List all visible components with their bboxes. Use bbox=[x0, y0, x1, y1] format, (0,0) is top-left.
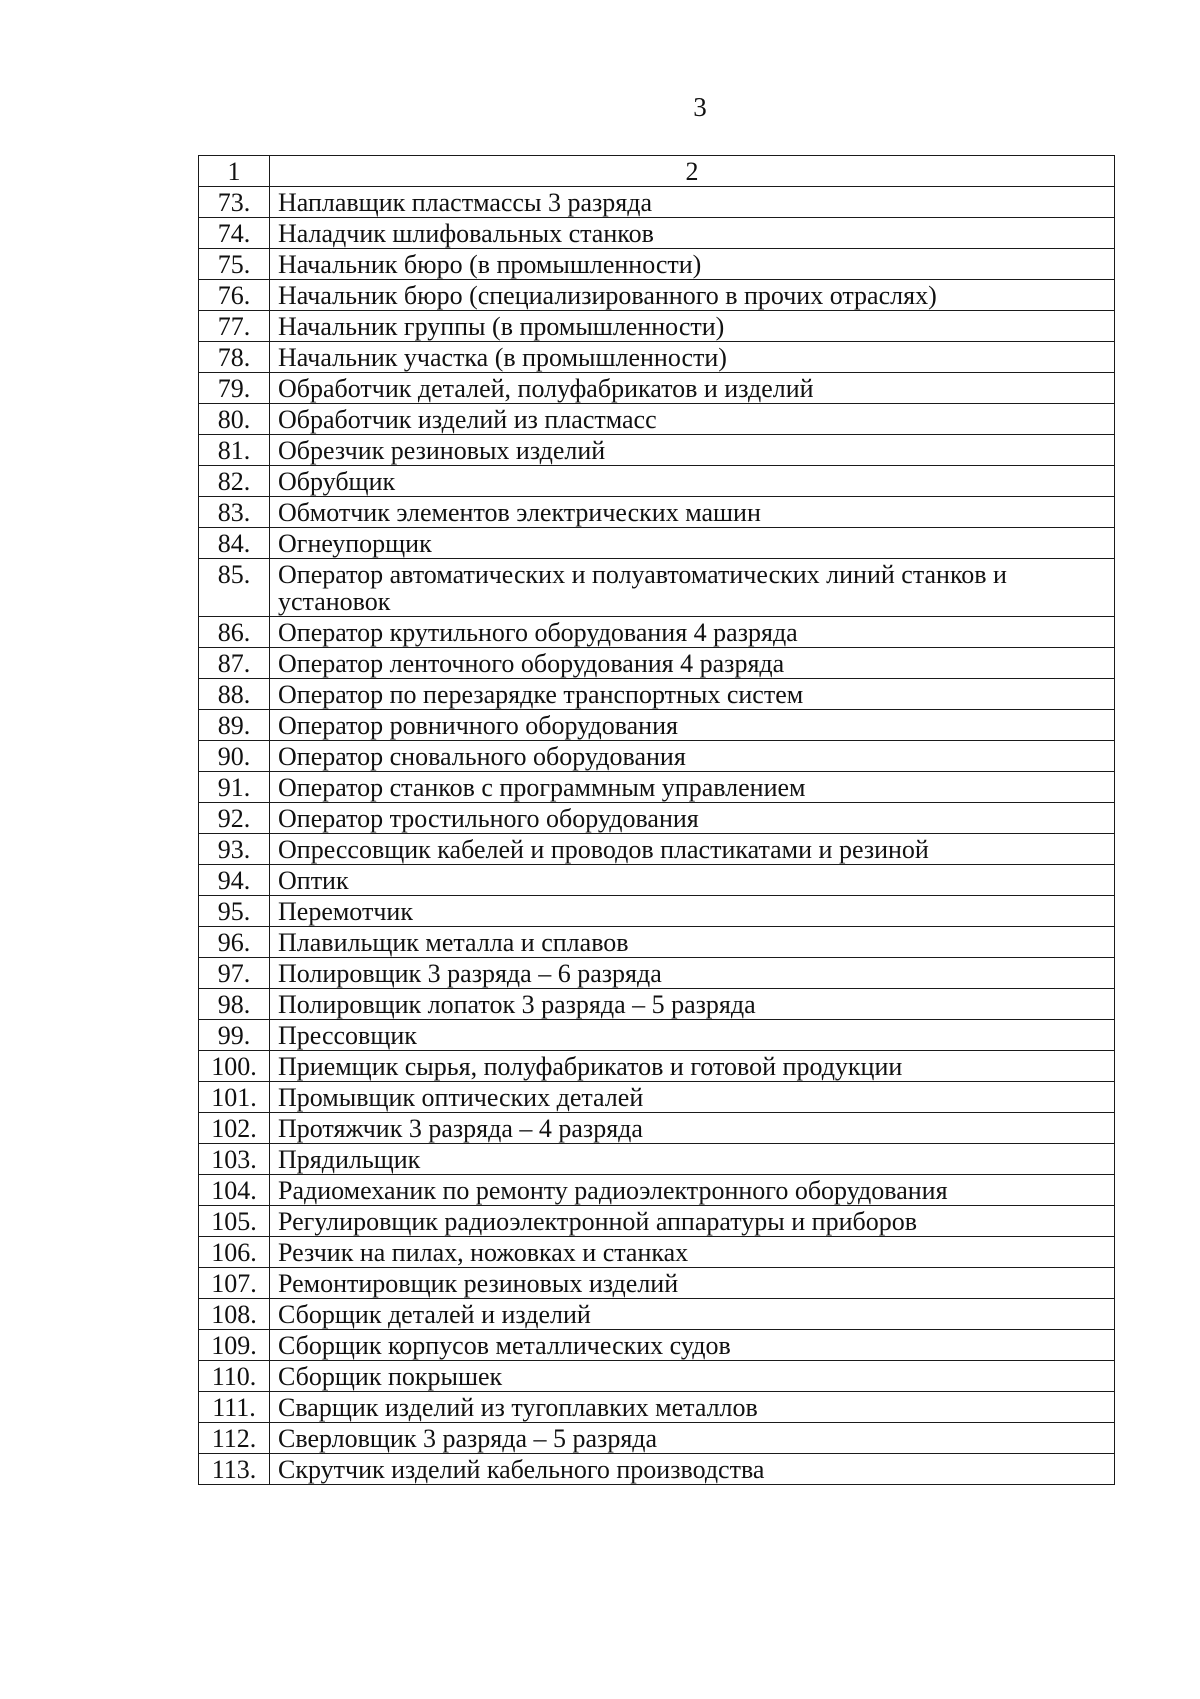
row-number: 74. bbox=[199, 218, 270, 249]
table-row bbox=[199, 528, 1115, 559]
row-number: 84. bbox=[199, 528, 270, 559]
row-profession: Плавильщик металла и сплавов bbox=[270, 927, 1115, 958]
row-profession: Начальник бюро (специализированного в прочих отраслях) bbox=[270, 280, 1115, 311]
row-number: 85. bbox=[199, 559, 270, 617]
table-row bbox=[199, 466, 1115, 497]
row-number: 87. bbox=[199, 648, 270, 679]
row-number: 91. bbox=[199, 772, 270, 803]
table-row bbox=[199, 1175, 1115, 1206]
row-number: 95. bbox=[199, 896, 270, 927]
table-header-row bbox=[199, 156, 1115, 187]
row-number: 79. bbox=[199, 373, 270, 404]
row-profession: Оператор крутильного оборудования 4 разряда bbox=[270, 617, 1115, 648]
table-row bbox=[199, 187, 1115, 218]
table-row bbox=[199, 280, 1115, 311]
table-row bbox=[199, 218, 1115, 249]
row-profession: Сверловщик 3 разряда – 5 разряда bbox=[270, 1423, 1115, 1454]
row-profession: Огнеупорщик bbox=[270, 528, 1115, 559]
table-row bbox=[199, 1268, 1115, 1299]
row-profession: Резчик на пилах, ножовках и станках bbox=[270, 1237, 1115, 1268]
row-number: 102. bbox=[199, 1113, 270, 1144]
row-profession: Начальник участка (в промышленности) bbox=[270, 342, 1115, 373]
table-row bbox=[199, 1113, 1115, 1144]
table-row bbox=[199, 1392, 1115, 1423]
row-number: 110. bbox=[199, 1361, 270, 1392]
row-profession: Обработчик деталей, полуфабрикатов и изделий bbox=[270, 373, 1115, 404]
row-profession: Обработчик изделий из пластмасс bbox=[270, 404, 1115, 435]
table-row bbox=[199, 1051, 1115, 1082]
table-row bbox=[199, 989, 1115, 1020]
row-number: 82. bbox=[199, 466, 270, 497]
row-number: 88. bbox=[199, 679, 270, 710]
row-number: 77. bbox=[199, 311, 270, 342]
row-profession: Сборщик деталей и изделий bbox=[270, 1299, 1115, 1330]
page-number: 3 bbox=[693, 92, 707, 122]
row-number: 75. bbox=[199, 249, 270, 280]
table-row bbox=[199, 311, 1115, 342]
row-profession: Сборщик покрышек bbox=[270, 1361, 1115, 1392]
row-profession: Опрессовщик кабелей и проводов пластикатами и резиной bbox=[270, 834, 1115, 865]
table-row bbox=[199, 896, 1115, 927]
row-number: 89. bbox=[199, 710, 270, 741]
row-profession: Промывщик оптических деталей bbox=[270, 1082, 1115, 1113]
row-profession: Оператор сновального оборудования bbox=[270, 741, 1115, 772]
header-col-2: 2 bbox=[270, 156, 1115, 187]
row-profession: Оператор станков с программным управлением bbox=[270, 772, 1115, 803]
table-row bbox=[199, 648, 1115, 679]
row-number: 103. bbox=[199, 1144, 270, 1175]
row-number: 93. bbox=[199, 834, 270, 865]
row-number: 78. bbox=[199, 342, 270, 373]
table-row bbox=[199, 1330, 1115, 1361]
row-profession: Прядильщик bbox=[270, 1144, 1115, 1175]
table-row bbox=[199, 958, 1115, 989]
table-row bbox=[199, 1237, 1115, 1268]
row-profession: Полировщик лопаток 3 разряда – 5 разряда bbox=[270, 989, 1115, 1020]
row-profession: Оператор ровничного оборудования bbox=[270, 710, 1115, 741]
row-profession: Сварщик изделий из тугоплавких металлов bbox=[270, 1392, 1115, 1423]
row-profession: Начальник группы (в промышленности) bbox=[270, 311, 1115, 342]
row-number: 100. bbox=[199, 1051, 270, 1082]
row-number: 81. bbox=[199, 435, 270, 466]
row-profession: Наладчик шлифовальных станков bbox=[270, 218, 1115, 249]
table-row bbox=[199, 1144, 1115, 1175]
row-number: 99. bbox=[199, 1020, 270, 1051]
table-row bbox=[199, 435, 1115, 466]
row-profession: Регулировщик радиоэлектронной аппаратуры и приборов bbox=[270, 1206, 1115, 1237]
table-row bbox=[199, 741, 1115, 772]
row-number: 80. bbox=[199, 404, 270, 435]
row-number: 106. bbox=[199, 1237, 270, 1268]
row-number: 109. bbox=[199, 1330, 270, 1361]
row-number: 97. bbox=[199, 958, 270, 989]
row-number: 94. bbox=[199, 865, 270, 896]
table-row bbox=[199, 249, 1115, 280]
row-number: 108. bbox=[199, 1299, 270, 1330]
row-profession: Начальник бюро (в промышленности) bbox=[270, 249, 1115, 280]
table-row bbox=[199, 1423, 1115, 1454]
row-profession: Радиомеханик по ремонту радиоэлектронного оборудования bbox=[270, 1175, 1115, 1206]
table-row bbox=[199, 1361, 1115, 1392]
table-row bbox=[199, 803, 1115, 834]
table-row bbox=[199, 373, 1115, 404]
table-body bbox=[199, 156, 1115, 1485]
row-profession: Оператор по перезарядке транспортных систем bbox=[270, 679, 1115, 710]
row-number: 105. bbox=[199, 1206, 270, 1237]
row-number: 83. bbox=[199, 497, 270, 528]
row-profession: Обрубщик bbox=[270, 466, 1115, 497]
row-number: 111. bbox=[199, 1392, 270, 1423]
row-profession: Приемщик сырья, полуфабрикатов и готовой продукции bbox=[270, 1051, 1115, 1082]
row-number: 107. bbox=[199, 1268, 270, 1299]
table-row bbox=[199, 1454, 1115, 1485]
table-row bbox=[199, 617, 1115, 648]
row-profession: Прессовщик bbox=[270, 1020, 1115, 1051]
header-col-1: 1 bbox=[199, 156, 270, 187]
row-profession: Оператор тростильного оборудования bbox=[270, 803, 1115, 834]
table-row bbox=[199, 772, 1115, 803]
row-profession: Обрезчик резиновых изделий bbox=[270, 435, 1115, 466]
profession-table bbox=[198, 155, 1115, 1485]
row-profession: Перемотчик bbox=[270, 896, 1115, 927]
row-profession: Полировщик 3 разряда – 6 разряда bbox=[270, 958, 1115, 989]
table-row bbox=[199, 1020, 1115, 1051]
table-row bbox=[199, 1206, 1115, 1237]
row-number: 104. bbox=[199, 1175, 270, 1206]
row-profession: Оператор ленточного оборудования 4 разряда bbox=[270, 648, 1115, 679]
row-profession: Скрутчик изделий кабельного производства bbox=[270, 1454, 1115, 1485]
row-number: 101. bbox=[199, 1082, 270, 1113]
table-row bbox=[199, 497, 1115, 528]
row-number: 86. bbox=[199, 617, 270, 648]
table-row bbox=[199, 1082, 1115, 1113]
row-profession: Сборщик корпусов металлических судов bbox=[270, 1330, 1115, 1361]
row-profession: Ремонтировщик резиновых изделий bbox=[270, 1268, 1115, 1299]
row-profession: Оператор автоматических и полуавтоматических линий станков и установок bbox=[270, 559, 1115, 617]
table-row bbox=[199, 679, 1115, 710]
table-row bbox=[199, 865, 1115, 896]
row-number: 113. bbox=[199, 1454, 270, 1485]
row-profession: Оптик bbox=[270, 865, 1115, 896]
row-number: 76. bbox=[199, 280, 270, 311]
table-row bbox=[199, 559, 1115, 617]
table-row bbox=[199, 710, 1115, 741]
row-number: 98. bbox=[199, 989, 270, 1020]
row-number: 96. bbox=[199, 927, 270, 958]
row-number: 112. bbox=[199, 1423, 270, 1454]
row-profession: Протяжчик 3 разряда – 4 разряда bbox=[270, 1113, 1115, 1144]
row-number: 92. bbox=[199, 803, 270, 834]
row-profession: Обмотчик элементов электрических машин bbox=[270, 497, 1115, 528]
table-row bbox=[199, 834, 1115, 865]
row-number: 90. bbox=[199, 741, 270, 772]
row-profession: Наплавщик пластмассы 3 разряда bbox=[270, 187, 1115, 218]
table-row bbox=[199, 1299, 1115, 1330]
table-row bbox=[199, 342, 1115, 373]
table-row bbox=[199, 927, 1115, 958]
row-number: 73. bbox=[199, 187, 270, 218]
table-row bbox=[199, 404, 1115, 435]
